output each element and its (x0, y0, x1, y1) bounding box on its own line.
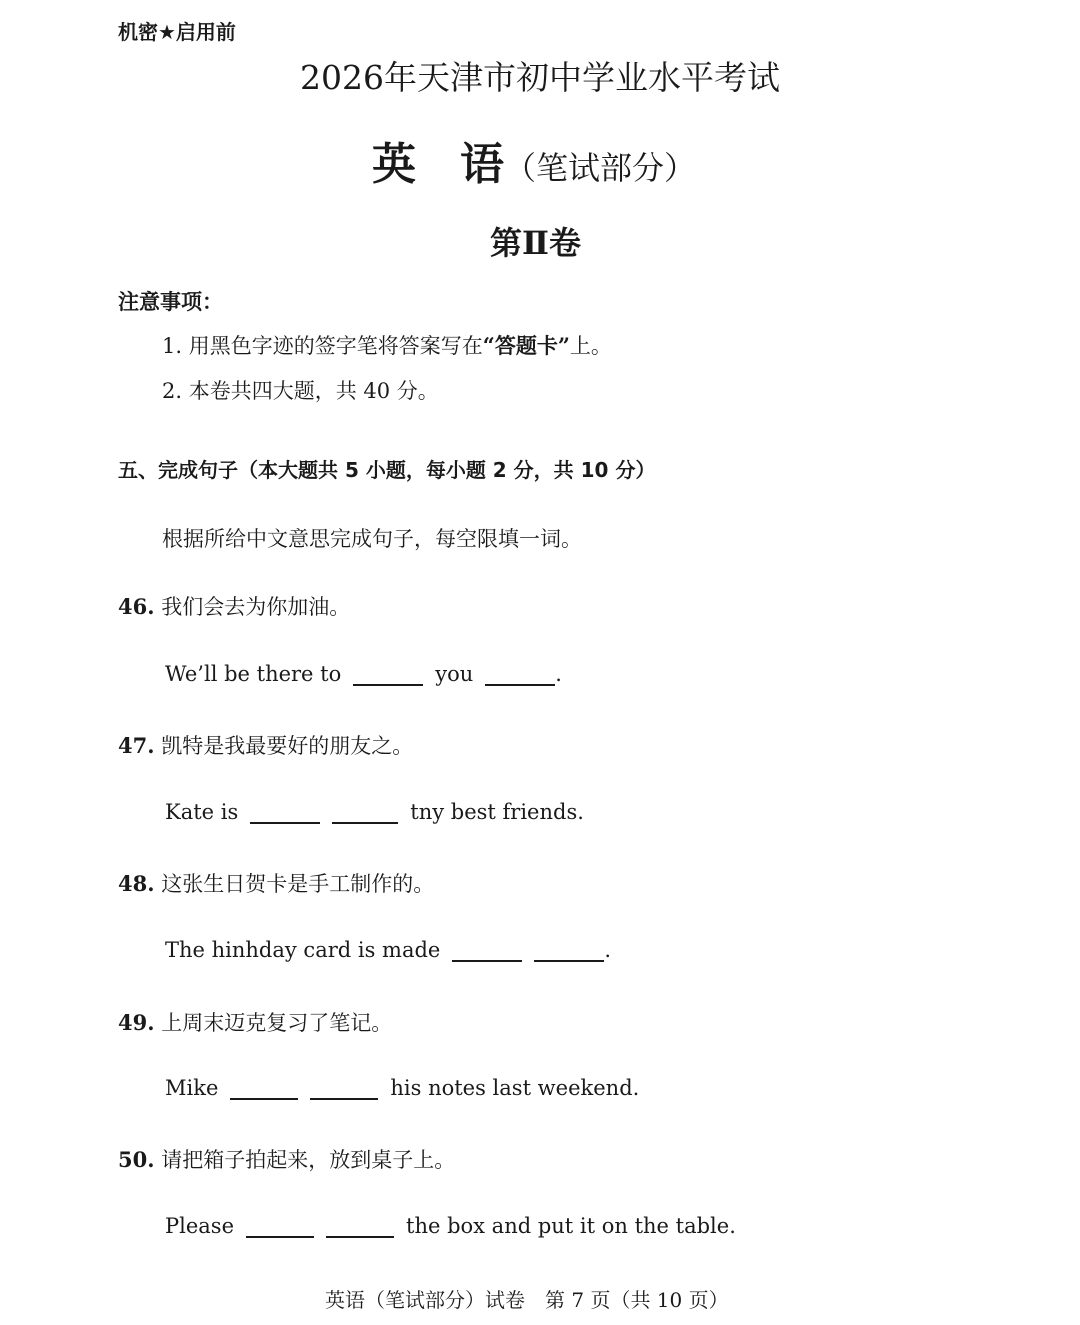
question-49-chinese (118, 1007, 392, 1037)
answer-blank[interactable] (310, 1080, 378, 1100)
sentence-text: Please (165, 1214, 234, 1238)
note-text: 本卷共四大题，共 40 分。 (188, 379, 439, 403)
subject-main: 英 语 (372, 139, 504, 190)
confidential-label: 机密★启用前 (118, 20, 236, 44)
question-46-sentence (165, 662, 562, 686)
question-number: 48. (118, 871, 155, 896)
note-number: 2. (162, 379, 183, 403)
sentence-text: his notes last weekend. (390, 1076, 640, 1100)
sentence-text: tny best friends. (410, 800, 584, 824)
question-46-chinese (118, 591, 350, 621)
question-49-sentence (165, 1076, 639, 1100)
section-instruction: 根据所给中文意思完成句子，每空限填一词。 (162, 527, 582, 551)
volume-title: 第Ⅱ卷 (490, 224, 581, 262)
answer-blank[interactable] (326, 1218, 394, 1238)
note-emphasis: “答题卡” (482, 333, 570, 358)
question-chinese: 请把箱子拍起来，放到桌子上。 (161, 1148, 456, 1172)
question-50-chinese (118, 1144, 455, 1174)
answer-blank[interactable] (534, 942, 604, 962)
question-number: 49. (118, 1010, 155, 1035)
question-number: 47. (118, 733, 155, 758)
answer-blank[interactable] (353, 666, 423, 686)
sentence-text: . (604, 938, 612, 962)
question-47-chinese (118, 730, 413, 760)
question-chinese: 上周末迈克复习了笔记。 (161, 1011, 393, 1035)
sentence-text: Kate is (165, 800, 239, 824)
question-47-sentence (165, 800, 584, 824)
subject-title (372, 128, 696, 192)
sentence-text: We’ll be there to (165, 662, 342, 686)
answer-blank[interactable] (332, 804, 398, 824)
question-chinese: 凯特是我最要好的朋友之。 (161, 734, 414, 758)
sentence-text: the box and put it on the table. (406, 1214, 736, 1238)
question-chinese: 这张生日贺卡是手工制作的。 (161, 872, 435, 896)
note-number: 1. (162, 334, 183, 358)
question-chinese: 我们会去为你加油。 (161, 595, 351, 619)
question-number: 50. (118, 1147, 155, 1172)
subject-sub: （笔试部分） (504, 149, 697, 187)
sentence-text: Mike (165, 1076, 219, 1100)
question-48-chinese (118, 868, 434, 898)
exam-title: 2026年天津市初中学业水平考试 (300, 58, 780, 97)
note-item-1 (162, 330, 612, 360)
note-item-2 (162, 375, 439, 405)
note-text-end: 上。 (569, 334, 612, 358)
note-text: 用黑色字迹的签字笔将答案写在 (188, 334, 483, 358)
section-title: 五、完成句子（本大题共 5 小题，每小题 2 分，共 10 分） (118, 458, 656, 482)
sentence-text: The hinhday card is made (165, 938, 441, 962)
sentence-text: you (435, 662, 474, 686)
page-footer: 英语（笔试部分）试卷 第 7 页（共 10 页） (325, 1288, 729, 1312)
answer-blank[interactable] (485, 666, 555, 686)
answer-blank[interactable] (250, 804, 320, 824)
question-50-sentence (165, 1214, 736, 1238)
answer-blank[interactable] (230, 1080, 298, 1100)
answer-blank[interactable] (452, 942, 522, 962)
question-48-sentence (165, 938, 611, 962)
sentence-text: . (555, 662, 562, 686)
question-number: 46. (118, 594, 155, 619)
notes-heading: 注意事项： (118, 290, 223, 314)
answer-blank[interactable] (246, 1218, 314, 1238)
